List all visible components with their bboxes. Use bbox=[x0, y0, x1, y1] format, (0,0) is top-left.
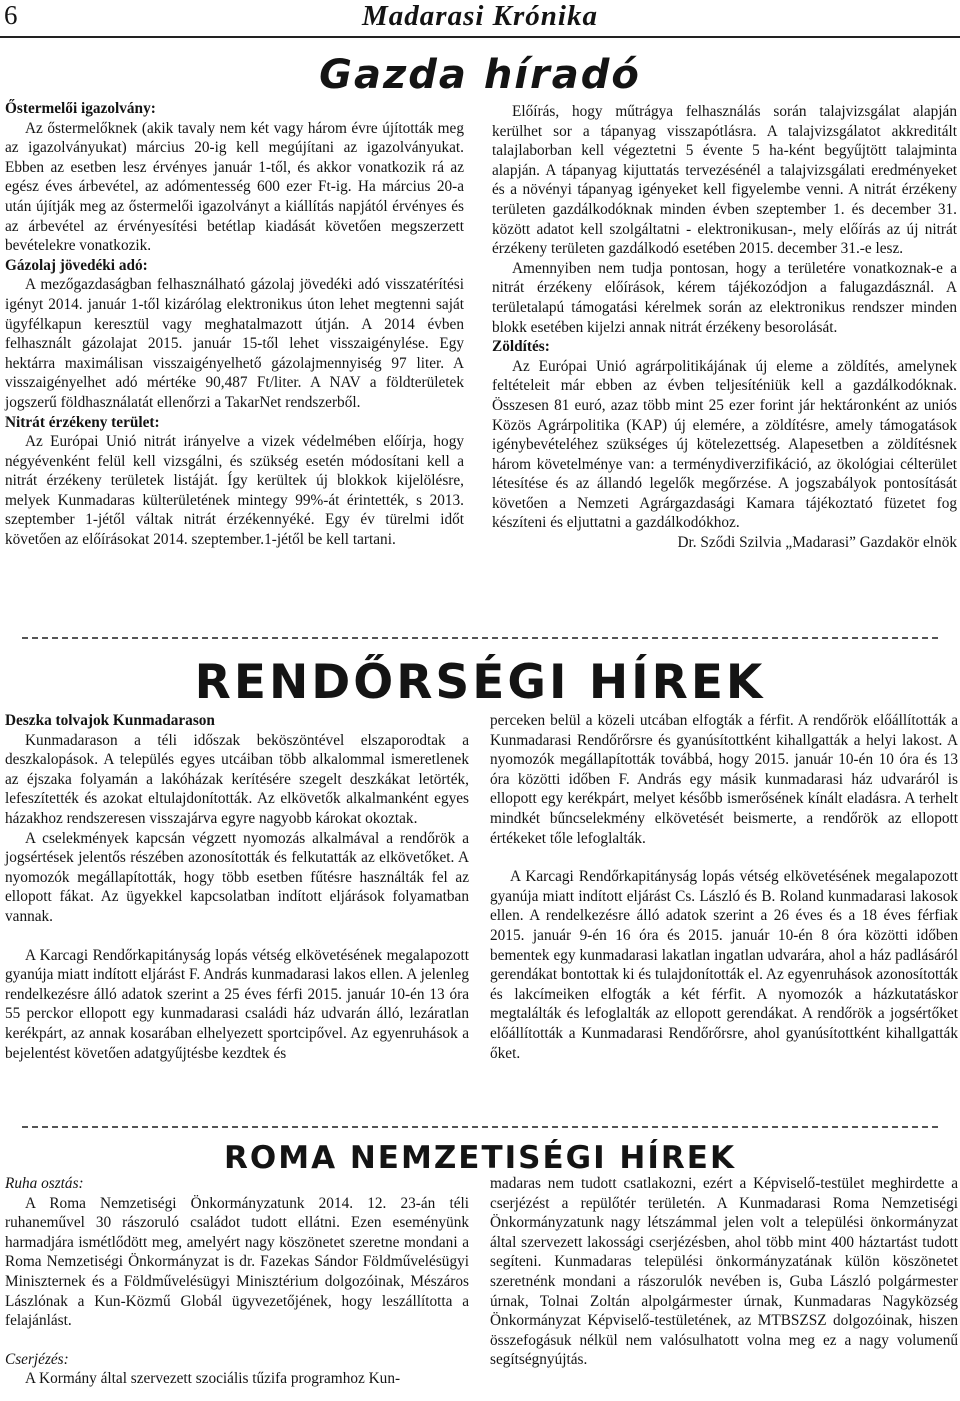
section-title-roma: ROMA NEMZETISÉGI HÍREK bbox=[224, 1140, 736, 1176]
paragraph-gap bbox=[5, 927, 469, 946]
gazda-left-column bbox=[5, 99, 464, 550]
author-signature: Dr. Sződi Szilvia „Madarasi” Gazdakör elnök bbox=[677, 534, 957, 552]
masthead-title: Madarasi Krónika bbox=[362, 0, 598, 32]
article-paragraph: A mezőgazdaságban felhasználható gázolaj jövedéki adó visszatérítési igényt 2014. január 1-től kizárólag elektronikus úton lehet megtenni saját ügyfélkapun keresztül vagy meghatalmazott útján. A 2014 évben felhasznált gázolajat 2015. január 15-től lehet visszaigénylése. Egy hektárra maximálisan visszaigényelhető gázolajmennyiség 97 liter. A visszaigényelhet adó mértéke 90,487 Ft/liter. A NAV a földterületek jogszerű földhasználatát ellenőrzi a TakarNet rendszerből. bbox=[5, 276, 464, 411]
article-paragraph: A Karcagi Rendőrkapitányság lopás vétség elkövetésének megalapozott gyanúja miatt indított eljárást Cs. László és B. Roland kunmadarasi lakosok ellen. A rendelkezésre álló adatok szerint a 26 éves és a 18 éves férfiak 2015. január 9-én 16 óra és 2015. január 10-én 8 óra közötti időben bementek egy kunmadarasi lakatlan ingatlan udvarára, ahol a ház padlásáról gerendákat bontottak ki és tulajdonították el. Az egyenruhások azonosították és lakcímeiken elfogták a két férfit. A nyomozók a házkutatáskor megtalálták és lefoglalták az ellopott gerendákat. A rendőrök a jogsértőket előállították a Kunmadarasi Rendőrőrsre, ahol gyanúsítottként kihallgatták őket. bbox=[490, 868, 958, 1062]
section-divider bbox=[22, 1126, 938, 1128]
header-rule bbox=[0, 36, 960, 38]
article-heading: Nitrát érzékeny terület: bbox=[5, 413, 160, 431]
paragraph-gap bbox=[5, 1331, 469, 1350]
page-number: 6 bbox=[4, 0, 18, 30]
roma-left-column bbox=[5, 1174, 469, 1389]
gazda-right-column bbox=[492, 102, 957, 553]
article-heading: Gázolaj jövedéki adó: bbox=[5, 256, 148, 274]
article-paragraph: A cselekmények kapcsán végzett nyomozás alkalmával a rendőrök a jogsértések jelentős részében azonosították és felkutatták az elkövetőket. A nyomozók megállapították, hogy több esetben fűtésre használták fel az ellopott fákat. Az ügyekkel kapcsolatban indított eljárások folyamatban vannak. bbox=[5, 829, 469, 925]
article-paragraph: A Roma Nemzetiségi Önkormányzatunk 2014. 12. 23-án téli ruhaneművel 30 rászoruló családot tudott ellátni. Ezen eseményünk harmadjára ismétlődött meg, amelyért nagy köszönetet szeretne mondani a Roma Nemzetiségi Önkormányzat is dr. Fazekas Sándor Földművelésügyi Miniszternek és a Földművelésügyi Minisztérium dolgozóinak, Mészáros Lászlónak a Kun-Közmű Globál ügyvezetőjének, hogy leszállította a felajánlást. bbox=[5, 1194, 469, 1330]
article-paragraph: Kunmadarason a téli időszak beköszöntével elszaporodtak a deszkalopások. A település egyes utcáiban több alkalommal ismeretlenek az éjszaka folyamán a lakóházak kerítésére szegelt deszkákat letörték, lefeszítették és azokat eltulajdonították. Az elkövetők alkalmanként egyes házakhoz rendszeresen visszajárva egyre nagyobb károkat okoztak. bbox=[5, 731, 469, 827]
article-paragraph: madaras nem tudott csatlakozni, ezért a Képviselő-testület meghirdette a cserjézést a repülőtér területén. A Kunmadarasi Roma Nemzetiségi Önkormányzatunk nagy létszámmal jelen volt a települési önkormányzat által szervezett lakossági cserjézésben, ahol több mint 400 háztartást tudott segíteni. Kunmadaras települési önkormányzatának külön köszönetet szeretnénk mondani a rászorulók nevében is, Guba László polgármester úrnak, Tolnai Zoltán alpolgármester úrnak, Kunmadaras Nagyközség Önkormányzat Képviselő-testületének, az MTBSZSZ dolgozóinak, hiszen összefogásuk nélkül nem valósulhatott volna meg ez a nagy volumenű segítségnyújtás. bbox=[490, 1175, 958, 1369]
article-paragraph: Az Európai Unió agrárpolitikájának új eleme a zöldítés, amelynek feltételeit már ebben az évben teljesíténiük kell a gazdálkodóknak. Összesen 81 euró, azaz több mint 25 ezer forint jár hektáronként az uniós Közös Agrárpolitika (KAP) új elemére, a zöldítésre, amely támogatások igénybevételéhez szükséges új kötelezettség. Alapesetben a zöldítésnek három követelménye van: a terménydiverzifikáció, az ökológiai célterület létesítése és az állandó legelők megőrzése. A jogszabályok pontosítását követően a Nemzeti Agrárgazdasági Kamara tájékoztató füzetet fog készíteni és eljuttatni a gazdálkodókhoz. bbox=[492, 357, 957, 532]
roma-right-column bbox=[490, 1174, 958, 1370]
page-header bbox=[0, 0, 960, 40]
rendor-left-column bbox=[5, 711, 469, 1063]
paragraph-gap bbox=[490, 848, 958, 867]
article-paragraph: Amennyiben nem tudja pontosan, hogy a területére vonatkoznak-e a nitrát érzékeny előírások, kérem tájékozódjon a falugazdásznál. A területalapú támogatási kérelmek során az elektronikus rendszer minden blokk esetében kijelzi annak nitrát érzékeny besorolását. bbox=[492, 259, 957, 336]
article-heading: Deszka tolvajok Kunmadarason bbox=[5, 712, 215, 729]
article-paragraph: Az őstermelőknek (akik tavaly nem két vagy három évre újították meg az igazolványukat) március 20-ig kell megújítani az igazolványukat. Ebben az esetben lesz érvényes január 1-től, és akkor vonatkozik rá az egész éves árbevétel, az adómentesség 600 ezer Ft-ig. Ha március 20-a után újítják meg az őstermelői igazolványt a kiállítás napjától érvényes és az árbevétel az érvényesítési betétlap kiadását követően megszerzett bevételekre vonatkozik. bbox=[5, 119, 464, 255]
rendor-right-column bbox=[490, 711, 958, 1063]
article-heading: Őstermelői igazolvány: bbox=[5, 100, 156, 117]
section-title-rendor: RENDŐRSÉGI HÍREK bbox=[194, 655, 766, 710]
article-heading: Zöldítés: bbox=[492, 338, 550, 356]
article-paragraph: Előírás, hogy műtrágya felhasználás során talajvizsgálat alapján kerülhet sor a tápanyag visszapótlásra. A talajvizsgálatot akkreditált talajlaborban kell végeztetni 5 évente 5 ha-ként begyűjtött talajminta alapján. A tápanyag kijuttatás tervezésénél a talajvizsgálati eredményeket és a növényi tápanyag igényeket kell figyelembe venni. A nitrát érzékeny területen gazdálkodóknak minden évben szeptember 1. és december 31. között adatot kell szolgáltatni - elektronikusan-, mely előírás az új nitrát érzékeny területen gazdálkodó esetében 2015. december 31.-e lesz. bbox=[492, 103, 957, 258]
article-paragraph: A Karcagi Rendőrkapitányság lopás vétség elkövetésének megalapozott gyanúja miatt indított eljárást F. András kunmadarasi lakos ellen. A jelenleg rendelkezésre álló adatok szerint a 25 éves férfi 2015. január 10-én 13 óra 55 perckor ellopott egy kunmadarasi családi ház udvarán álló, lezáratlan kerékpárt, az annak kosarában elhelyezett sportcipővel. Az egyenruhások a bejelentést követően adatgyűjtésbe kezdtek és bbox=[5, 946, 469, 1062]
section-divider bbox=[22, 637, 938, 639]
article-paragraph: perceken belül a közeli utcában elfogták a férfit. A rendőrök előállították a Kunmadarasi Rendőrőrsre és gyanúsítottként kihallgatták a helyi lakost. A nyomozók megállapították továbbá, hogy 2015. január 10-én 10 óra és 13 óra közötti időben F. András egy másik kunmadarasi ház udvaráról is ellopott egy kerékpárt, melyet később ismerősének kínált eladásra. A terhelt mindkét bűncselekmény elkövetését beismerte, a rendőrök az ellopott értékeket tőle lefoglalták. bbox=[490, 712, 958, 847]
section-title-gazda: Gazda híradó bbox=[319, 52, 641, 98]
article-heading: Cserjézés: bbox=[5, 1350, 69, 1368]
article-paragraph: Az Európai Unió nitrát irányelve a vizek védelmében előírja, hogy négyévenként felül kell vizsgálni, és szükség esetén módosítani kell a nitrát érzékeny területek listáját. Így kerültek új blokkok kijelölésre, melyek Kunmadaras külterületének mintegy 99%-át érintették, s 2013. szeptember 1-jétől váltak nitrát érzékennyéké. Egy év türelmi időt követően az előírásokat 2014. szeptember.1-jétől be kell tartani. bbox=[5, 433, 464, 549]
article-paragraph: A Kormány által szervezett szociális tűzifa programhoz Kun- bbox=[25, 1370, 401, 1388]
article-heading: Ruha osztás: bbox=[5, 1175, 84, 1192]
